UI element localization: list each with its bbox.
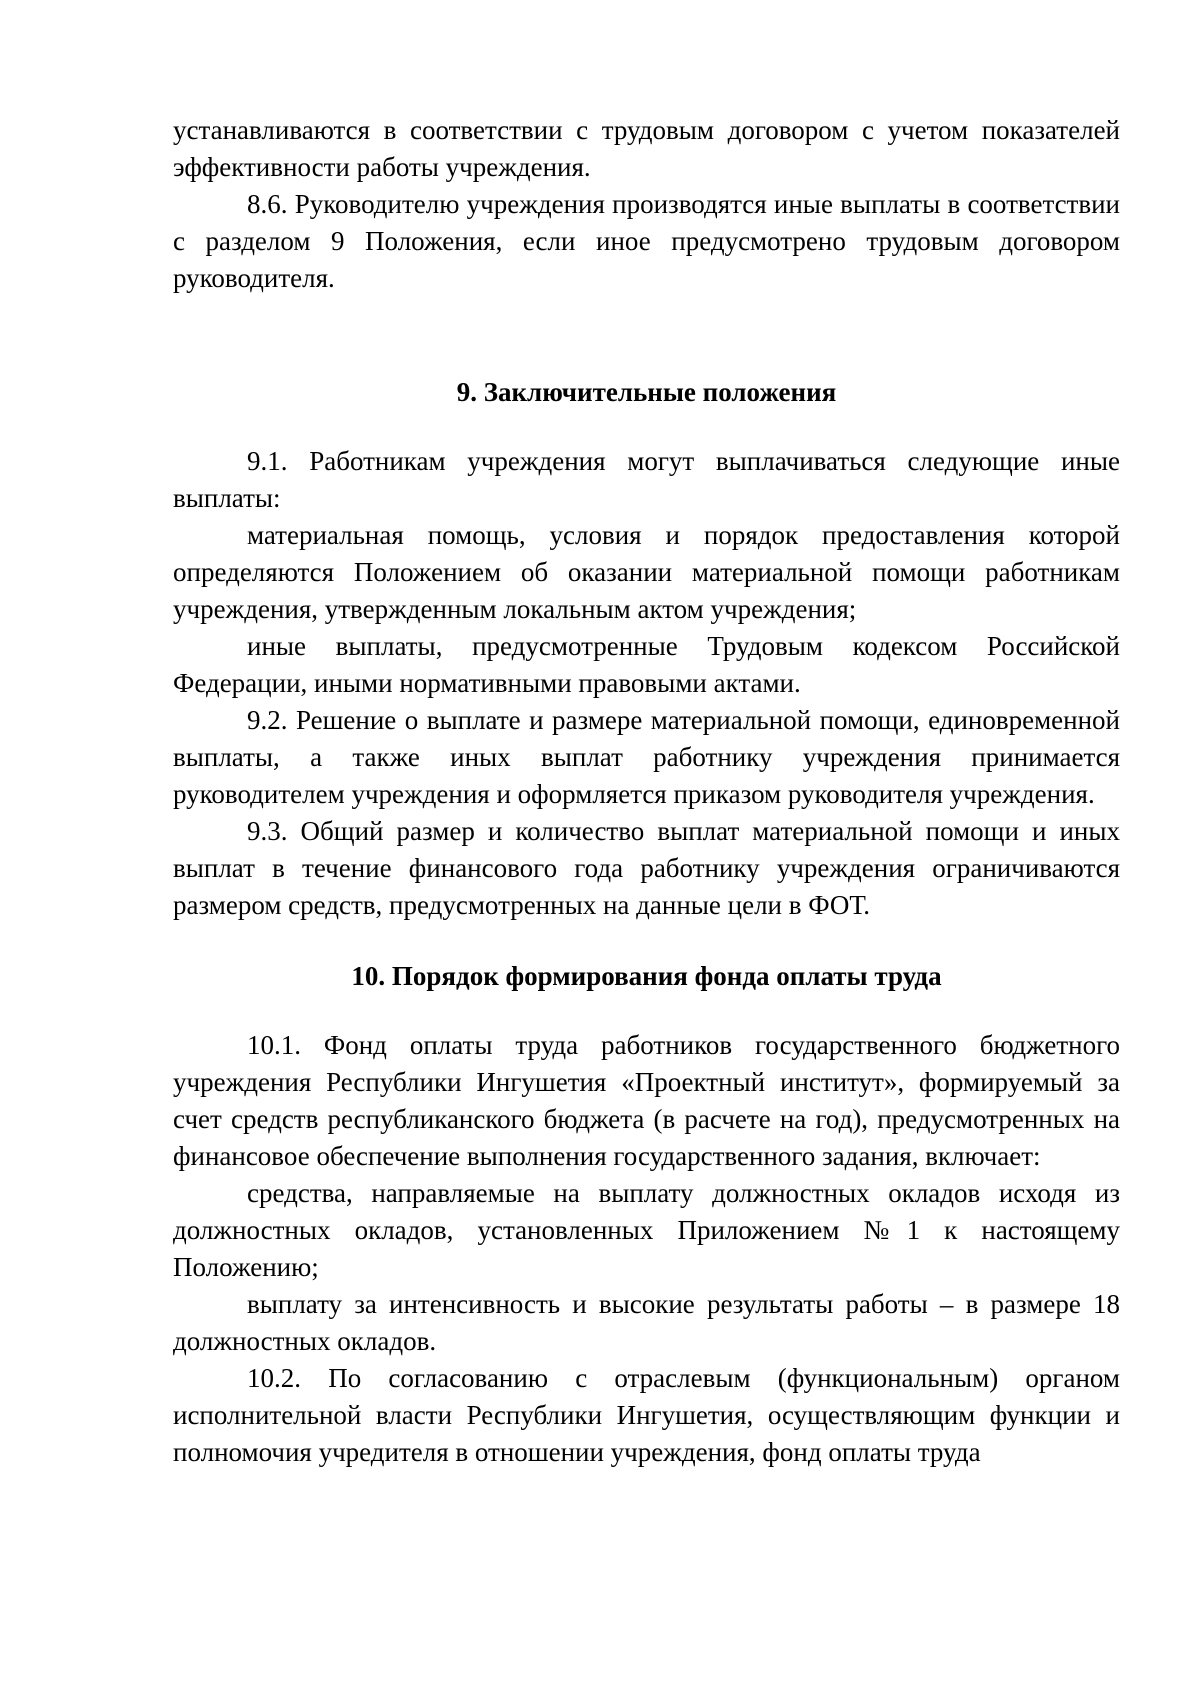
paragraph-intro: устанавливаются в соответствии с трудовым договором с учетом показателей эффективности работы учреждения. bbox=[173, 115, 1120, 182]
paragraph-9-1-other-payments: иные выплаты, предусмотренные Трудовым кодексом Российской Федерации, иными нормативными правовыми актами. bbox=[173, 631, 1120, 698]
paragraph-10-1-intensity-payment: выплату за интенсивность и высокие результаты работы – в размере 18 должностных окладов. bbox=[173, 1289, 1120, 1356]
paragraph-8-6: 8.6. Руководителю учреждения производятся иные выплаты в соответствии с разделом 9 Положения, если иное предусмотрено трудовым договором руководителя. bbox=[173, 189, 1120, 293]
paragraph-10-1: 10.1. Фонд оплаты труда работников государственного бюджетного учреждения Республики Ингушетия «Проектный институт», формируемый за счет средств республиканского бюджета (в расчете на год), предусмотренных на финансовое обеспечение выполнения государственного задания, включает: bbox=[173, 1030, 1120, 1171]
section-9-heading: 9. Заключительные положения bbox=[456, 377, 837, 407]
paragraph-9-3: 9.3. Общий размер и количество выплат материальной помощи и иных выплат в течение финансового года работнику учреждения ограничиваются размером средств, предусмотренных на данные цели в ФОТ. bbox=[173, 816, 1120, 920]
paragraph-9-1: 9.1. Работникам учреждения могут выплачиваться следующие иные выплаты: bbox=[173, 446, 1120, 513]
paragraph-10-2: 10.2. По согласованию с отраслевым (функциональным) органом исполнительной власти Республики Ингушетия, осуществляющим функции и полномочия учредителя в отношении учреждения, фонд оплаты труда bbox=[173, 1363, 1120, 1467]
section-10-heading: 10. Порядок формирования фонда оплаты труда bbox=[351, 961, 942, 991]
paragraph-10-1-salaries: средства, направляемые на выплату должностных окладов исходя из должностных окладов, установленных Приложением №1 к настоящему Положению; bbox=[173, 1178, 1120, 1282]
paragraph-9-2: 9.2. Решение о выплате и размере материальной помощи, единовременной выплаты, а также иных выплат работнику учреждения принимается руководителем учреждения и оформляется приказом руководителя учреждения. bbox=[173, 705, 1120, 809]
document-page bbox=[173, 112, 1120, 1471]
paragraph-9-1-material-aid: материальная помощь, условия и порядок предоставления которой определяются Положением об оказании материальной помощи работникам учреждения, утвержденным локальным актом учреждения; bbox=[173, 520, 1120, 624]
